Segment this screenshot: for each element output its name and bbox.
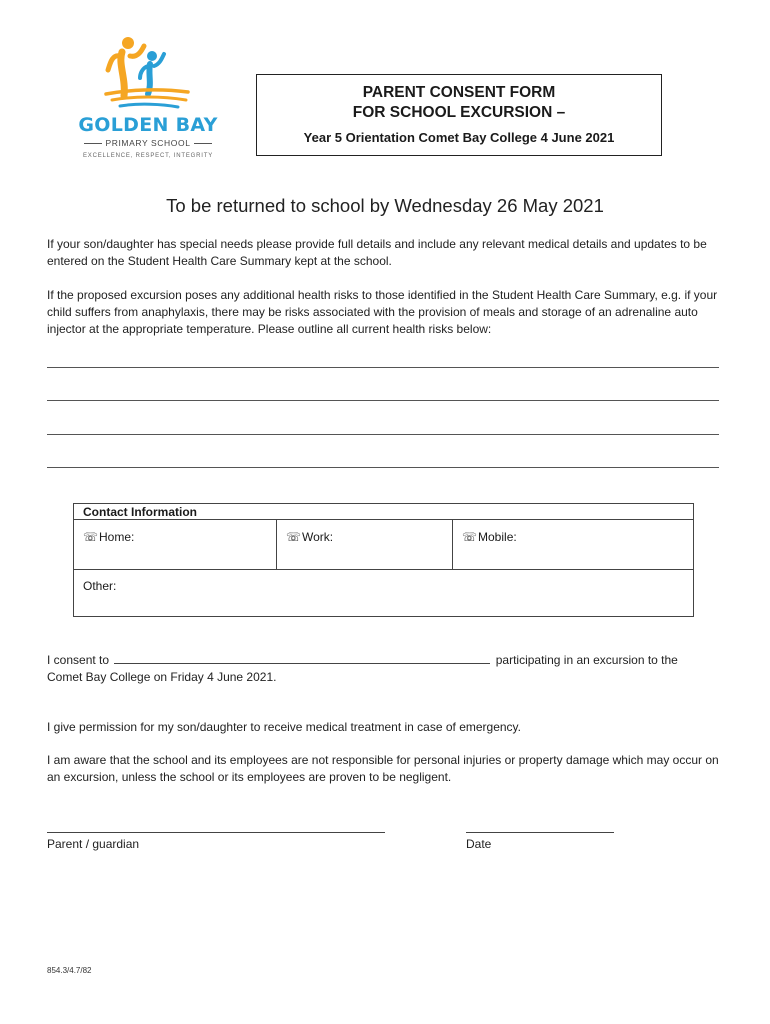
health-risk-line-4[interactable]	[47, 467, 719, 468]
other-label: Other:	[83, 579, 117, 593]
title-box	[256, 74, 662, 156]
contact-phone-row	[74, 520, 693, 570]
parent-signature-line[interactable]	[47, 832, 385, 833]
consent-suffix: participating in an excursion to the	[495, 653, 678, 667]
health-risk-line-2[interactable]	[47, 400, 719, 401]
logo-school-name: GOLDEN BAY	[78, 114, 218, 136]
consent-prefix: I consent to	[47, 653, 110, 667]
other-contact-field[interactable]	[83, 579, 116, 593]
logo-subtitle-text: PRIMARY SCHOOL	[105, 138, 191, 148]
work-phone-field[interactable]	[277, 520, 453, 569]
contact-heading: Contact Information	[74, 504, 693, 520]
school-logo	[78, 34, 218, 166]
student-name-line[interactable]	[114, 652, 490, 664]
medical-permission-statement: I give permission for my son/daughter to receive medical treatment in case of emergency.	[47, 720, 521, 734]
telephone-icon: ☏	[286, 530, 302, 544]
work-label: Work:	[302, 530, 334, 544]
telephone-icon: ☏	[462, 530, 478, 544]
health-risks-paragraph: If the proposed excursion poses any additional health risks to those identified in the Student Health Care Summary, e.g. if your child suffers from anaphylaxis, there may be risks associated with the provision of meals and storage of an adrenaline auto injector at the appropriate temperature. Please outline all current health risks below:	[47, 288, 718, 336]
parent-guardian-label: Parent / guardian	[47, 837, 140, 851]
logo-subtitle	[78, 138, 218, 148]
special-needs-paragraph: If your son/daughter has special needs please provide full details and include any relevant medical details and updates to be entered on the Student Health Care Summary kept at the school.	[47, 237, 707, 268]
consent-line-2: Comet Bay College on Friday 4 June 2021.	[47, 670, 277, 684]
form-reference-code: 854.3/4.7/82	[47, 966, 92, 975]
contact-information-table	[73, 503, 694, 617]
liability-statement: I am aware that the school and its employees are not responsible for personal injuries or property damage which may occur on an excursion, unless the school or its employees are proven to be negligent.	[47, 753, 719, 784]
health-risk-line-3[interactable]	[47, 434, 719, 435]
mobile-label: Mobile:	[478, 530, 517, 544]
form-title: PARENT CONSENT FORM	[362, 84, 556, 101]
excursion-name: Year 5 Orientation Comet Bay College 4 June 2021	[303, 130, 615, 145]
consent-statement	[47, 652, 727, 686]
telephone-icon: ☏	[83, 530, 99, 544]
mobile-phone-field[interactable]	[453, 520, 693, 569]
logo-emblem-icon	[78, 34, 218, 114]
return-deadline: To be returned to school by Wednesday 26 May 2021	[166, 195, 604, 216]
home-phone-field[interactable]	[74, 520, 277, 569]
form-subtitle: FOR SCHOOL EXCURSION –	[352, 104, 566, 121]
date-signature-line[interactable]	[466, 832, 614, 833]
health-risk-line-1[interactable]	[47, 367, 719, 368]
date-label: Date	[466, 837, 492, 851]
home-label: Home:	[99, 530, 135, 544]
logo-tagline: EXCELLENCE, RESPECT, INTEGRITY	[82, 153, 214, 159]
